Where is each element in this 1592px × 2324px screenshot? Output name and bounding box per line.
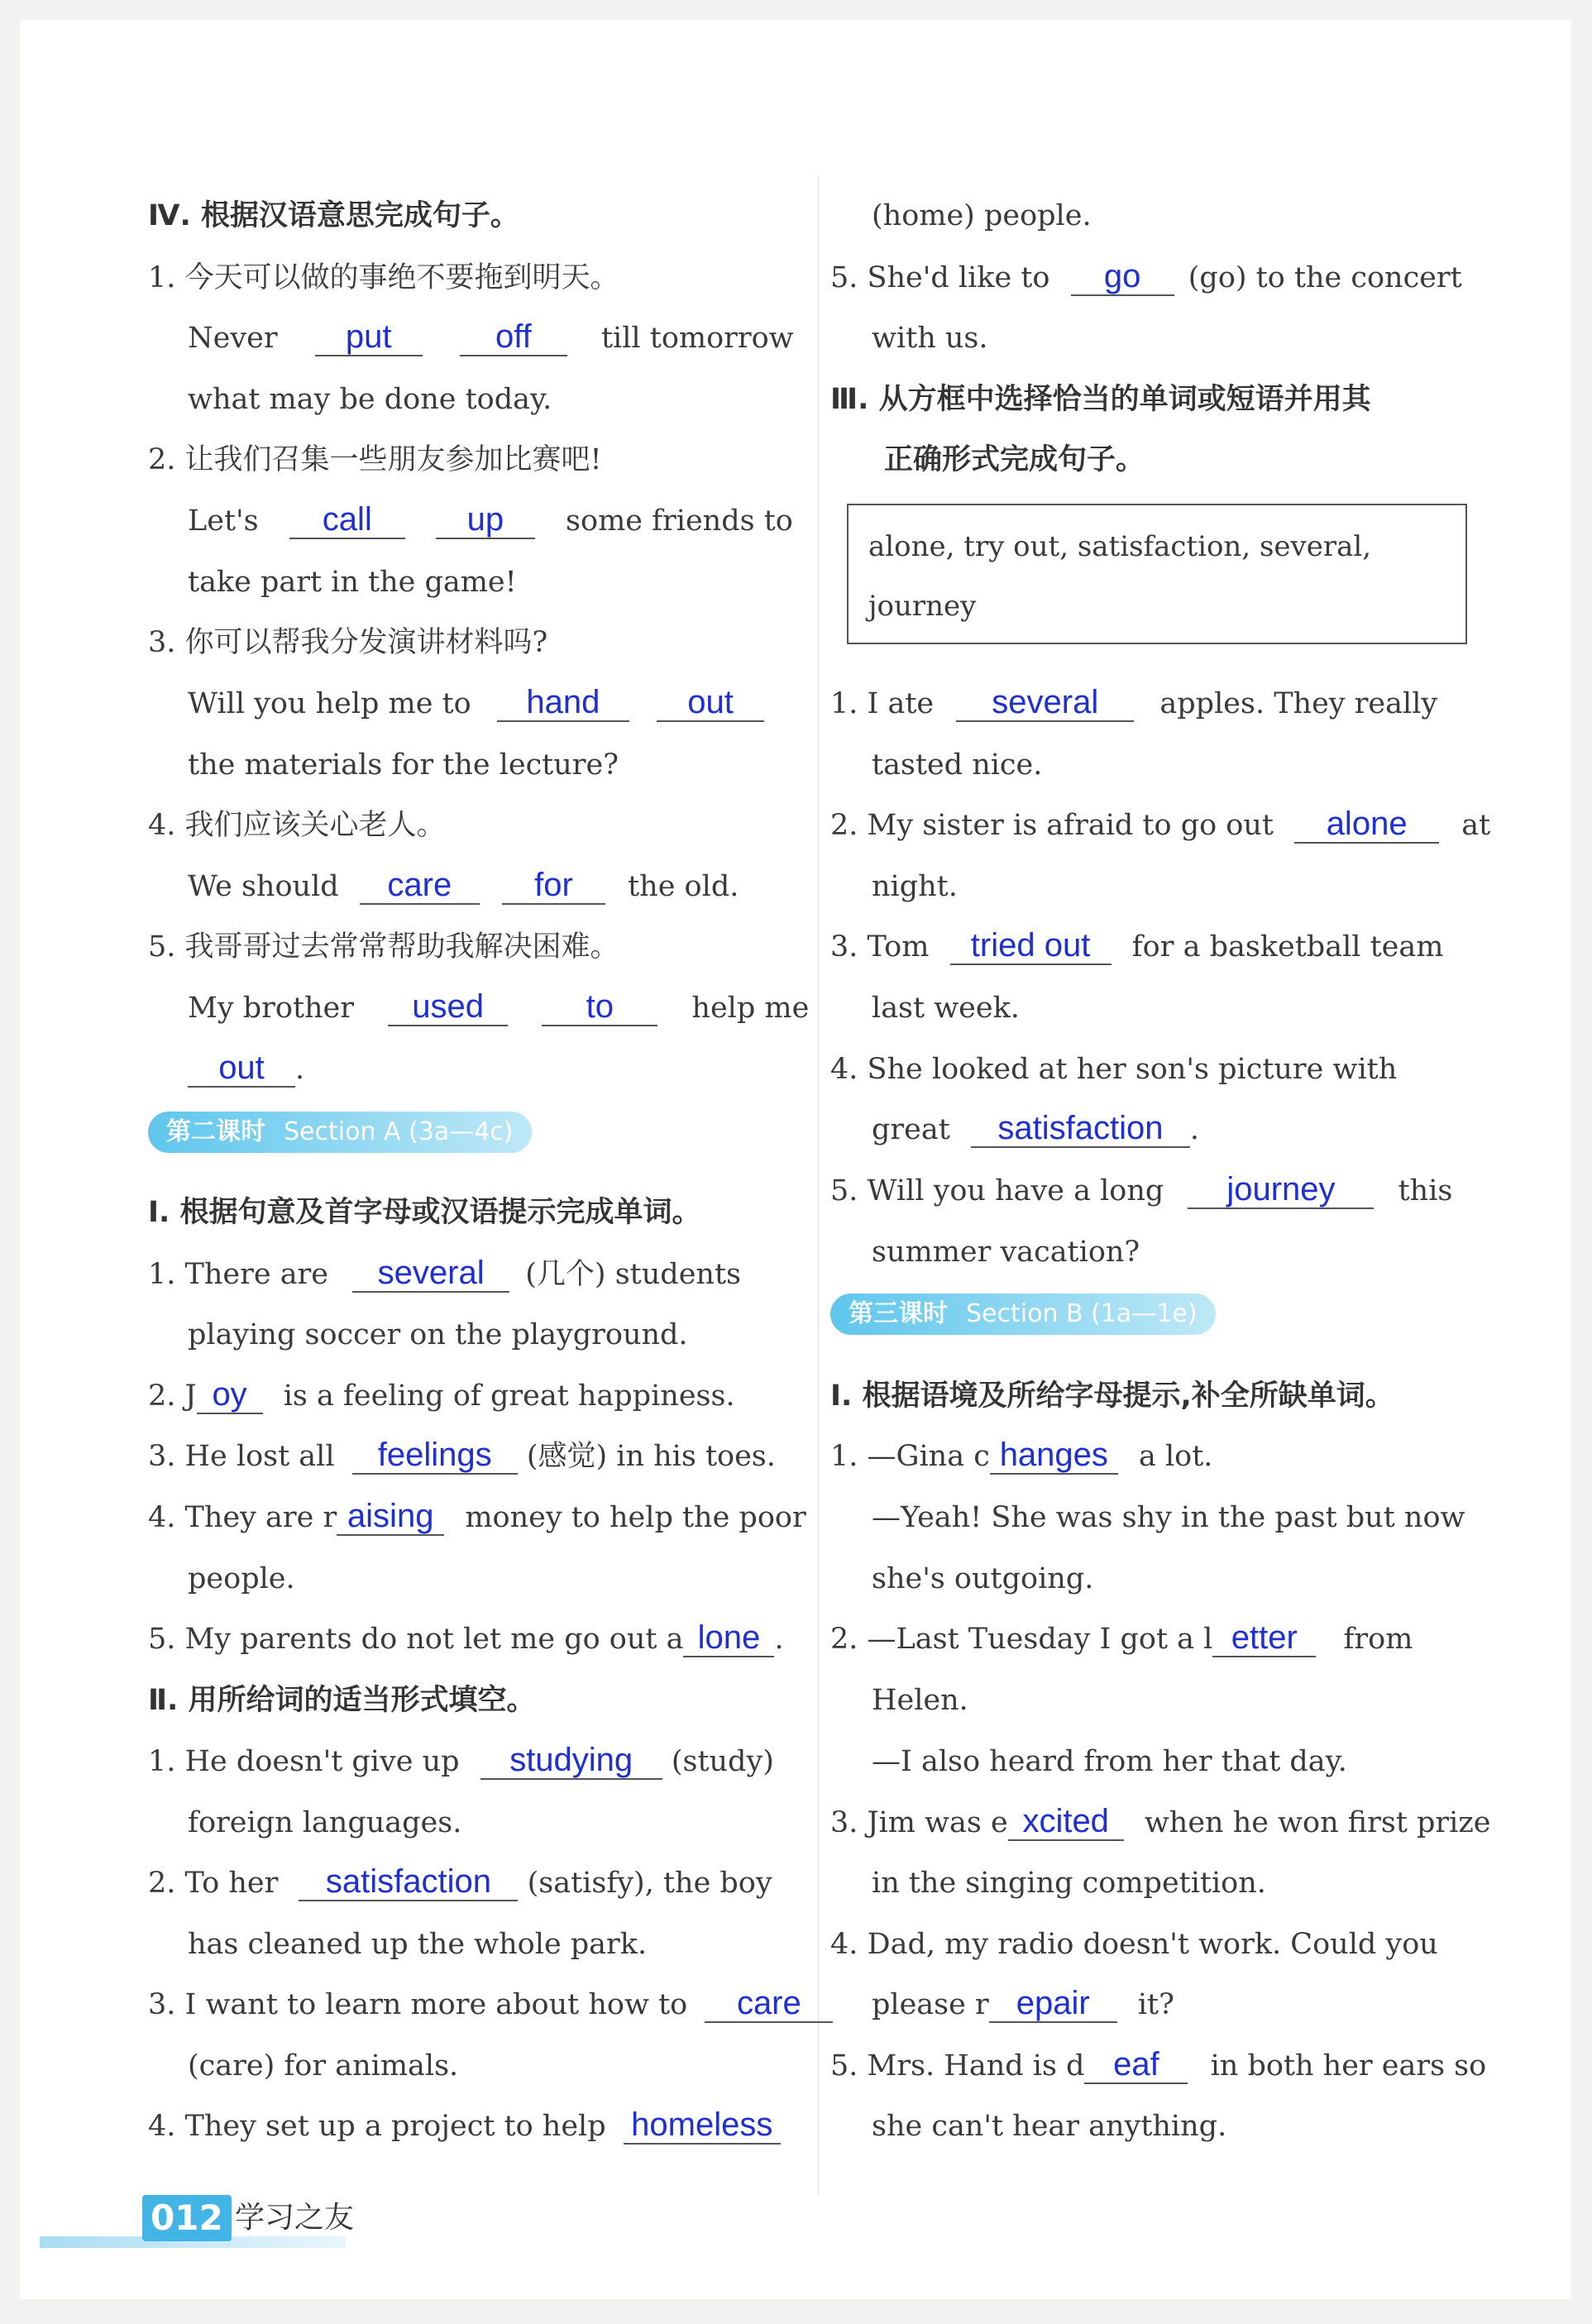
- s4-q2-cont: Helen.: [872, 1684, 968, 1717]
- s1-q5: 5. My parents do not let me go out a lone .: [148, 1619, 784, 1656]
- answer-blank[interactable]: up: [436, 501, 535, 539]
- answer-blank[interactable]: out: [188, 1050, 295, 1088]
- answer-blank[interactable]: to: [542, 988, 657, 1026]
- answer-blank[interactable]: eaf: [1084, 2046, 1188, 2084]
- s1-q4-cont: people.: [188, 1562, 295, 1595]
- answer-blank[interactable]: oy: [197, 1376, 263, 1414]
- answer-blank[interactable]: xcited: [1008, 1803, 1124, 1841]
- answer-blank[interactable]: several: [352, 1255, 509, 1293]
- s2-q2: 2. To her satisfaction (satisfy), the boy: [148, 1863, 772, 1900]
- answer-blank[interactable]: homeless: [624, 2106, 781, 2145]
- q2-sentence-cont: take part in the game!: [188, 566, 517, 599]
- s4-q1: 1. —Gina c hanges a lot.: [830, 1437, 1213, 1473]
- answer-blank[interactable]: satisfaction: [971, 1110, 1190, 1148]
- answer-blank[interactable]: go: [1071, 258, 1174, 296]
- answer-blank[interactable]: call: [289, 501, 405, 539]
- answer-blank[interactable]: etter: [1212, 1619, 1316, 1657]
- q4-chinese: 4. 我们应该关心老人。: [148, 809, 446, 842]
- s4-q4: 4. Dad, my radio doesn't work. Could you: [830, 1928, 1438, 1961]
- answer-blank[interactable]: tried out: [950, 927, 1112, 965]
- q3-sentence: Will you help me to hand out: [188, 673, 764, 734]
- answer-blank[interactable]: alone: [1294, 806, 1439, 844]
- s1-q2: 2. J oy is a feeling of great happiness.: [148, 1376, 735, 1413]
- s3-q5-cont: summer vacation?: [872, 1236, 1140, 1269]
- q5-sentence: My brother used to help me: [188, 988, 810, 1025]
- answer-blank[interactable]: studying: [480, 1742, 662, 1780]
- q5-chinese: 5. 我哥哥过去常常帮助我解决困难。: [148, 930, 619, 964]
- s3-q2: 2. My sister is afraid to go out alone at: [830, 806, 1491, 842]
- s3-q3: 3. Tom tried out for a basketball team: [830, 927, 1444, 964]
- q5-sentence-cont: out .: [188, 1039, 304, 1100]
- section-4b-title: Ⅰ. 根据语境及所给字母提示,补全所缺单词。: [830, 1380, 1394, 1413]
- section-3-title-cont: 正确形式完成句子。: [884, 443, 1145, 476]
- answer-blank[interactable]: care: [360, 867, 480, 905]
- s4-q5: 5. Mrs. Hand is d eaf in both her ears so: [830, 2046, 1487, 2083]
- answer-blank[interactable]: aising: [337, 1498, 444, 1536]
- q1-sentence-cont: what may be done today.: [188, 383, 552, 416]
- s2-q2-cont: has cleaned up the whole park.: [188, 1928, 648, 1961]
- s2-q1: 1. He doesn't give up studying (study): [148, 1742, 774, 1778]
- section-2-title: Ⅱ. 用所给词的适当形式填空。: [148, 1684, 536, 1717]
- answer-blank[interactable]: off: [460, 318, 567, 356]
- s3-q4-cont: great satisfaction .: [872, 1110, 1200, 1146]
- s4-q2-reply: —I also heard from her that day.: [872, 1745, 1347, 1778]
- q2-chinese: 2. 让我们召集一些朋友参加比赛吧!: [148, 443, 602, 476]
- r-q5-cont: with us.: [872, 322, 988, 355]
- s2-q4: 4. They set up a project to help homeless: [148, 2096, 781, 2157]
- s3-q2-cont: night.: [872, 870, 958, 903]
- s1-q4: 4. They are r aising money to help the poor: [148, 1498, 806, 1534]
- answer-blank[interactable]: care: [705, 1985, 833, 2023]
- q4-sentence: We should care for the old.: [188, 867, 739, 903]
- s3-q3-cont: last week.: [872, 992, 1020, 1025]
- answer-blank[interactable]: several: [956, 684, 1134, 722]
- q1-sentence: Never put off till tomorrow: [188, 318, 794, 355]
- s1-q3: 3. He lost all feelings (感觉) in his toes.: [148, 1437, 776, 1473]
- q2-sentence: Let's call up some friends to: [188, 501, 793, 538]
- answer-blank[interactable]: lone: [683, 1619, 774, 1657]
- lesson-3-badge: 第三课时 Section B (1a—1e): [830, 1294, 1216, 1335]
- s4-q2: 2. —Last Tuesday I got a l etter from: [830, 1619, 1413, 1656]
- s4-q1-reply-cont: she's outgoing.: [872, 1562, 1094, 1595]
- r-q5: 5. She'd like to go (go) to the concert: [830, 258, 1462, 294]
- section-4-title: Ⅳ. 根据汉语意思完成句子。: [148, 199, 519, 232]
- column-divider: [818, 177, 819, 2195]
- section-3-title: Ⅲ. 从方框中选择恰当的单词或短语并用其: [830, 383, 1371, 416]
- answer-blank[interactable]: out: [657, 684, 764, 722]
- answer-blank[interactable]: for: [502, 867, 605, 905]
- s2-q3: 3. I want to learn more about how to care: [148, 1974, 833, 2035]
- answer-blank[interactable]: feelings: [352, 1437, 518, 1475]
- worksheet-page: [20, 20, 1571, 2299]
- word-bank-line: journey: [868, 590, 977, 623]
- s4-q1-reply: —Yeah! She was shy in the past but now: [872, 1501, 1465, 1534]
- answer-blank[interactable]: epair: [989, 1985, 1117, 2023]
- s2-q1-cont: foreign languages.: [188, 1806, 462, 1839]
- s3-q1: 1. I ate several apples. They really: [830, 684, 1438, 720]
- answer-blank[interactable]: satisfaction: [299, 1863, 518, 1901]
- s4-q3: 3. Jim was e xcited when he won first prize: [830, 1803, 1491, 1839]
- answer-blank[interactable]: used: [388, 988, 508, 1026]
- s4-q5-cont: she can't hear anything.: [872, 2110, 1227, 2143]
- word-bank-line: alone, try out, satisfaction, several,: [868, 530, 1372, 563]
- book-brand: 学习之友: [235, 2201, 355, 2235]
- s3-q1-cont: tasted nice.: [872, 748, 1043, 782]
- r-continuation: (home) people.: [872, 199, 1092, 232]
- page-number: 012: [142, 2195, 232, 2241]
- answer-blank[interactable]: hanges: [990, 1437, 1118, 1475]
- answer-blank[interactable]: put: [315, 318, 423, 356]
- s4-q3-cont: in the singing competition.: [872, 1867, 1266, 1900]
- answer-blank[interactable]: hand: [497, 684, 629, 722]
- s1-q1: 1. There are several (几个) students: [148, 1255, 741, 1291]
- q1-chinese: 1. 今天可以做的事绝不要拖到明天。: [148, 261, 619, 294]
- q3-sentence-cont: the materials for the lecture?: [188, 748, 619, 782]
- answer-blank[interactable]: journey: [1188, 1171, 1374, 1209]
- s3-q5: 5. Will you have a long journey this: [830, 1171, 1453, 1207]
- s4-q4-cont: please r epair it?: [872, 1985, 1174, 2021]
- word-bank-box: [847, 504, 1467, 644]
- section-1-title: Ⅰ. 根据句意及首字母或汉语提示完成单词。: [148, 1196, 701, 1229]
- s3-q4: 4. She looked at her son's picture with: [830, 1053, 1398, 1086]
- s1-q1-cont: playing soccer on the playground.: [188, 1318, 688, 1351]
- s2-q3-cont: (care) for animals.: [188, 2049, 459, 2083]
- lesson-2-badge: 第二课时 Section A (3a—4c): [148, 1112, 532, 1153]
- q3-chinese: 3. 你可以帮我分发演讲材料吗?: [148, 626, 548, 659]
